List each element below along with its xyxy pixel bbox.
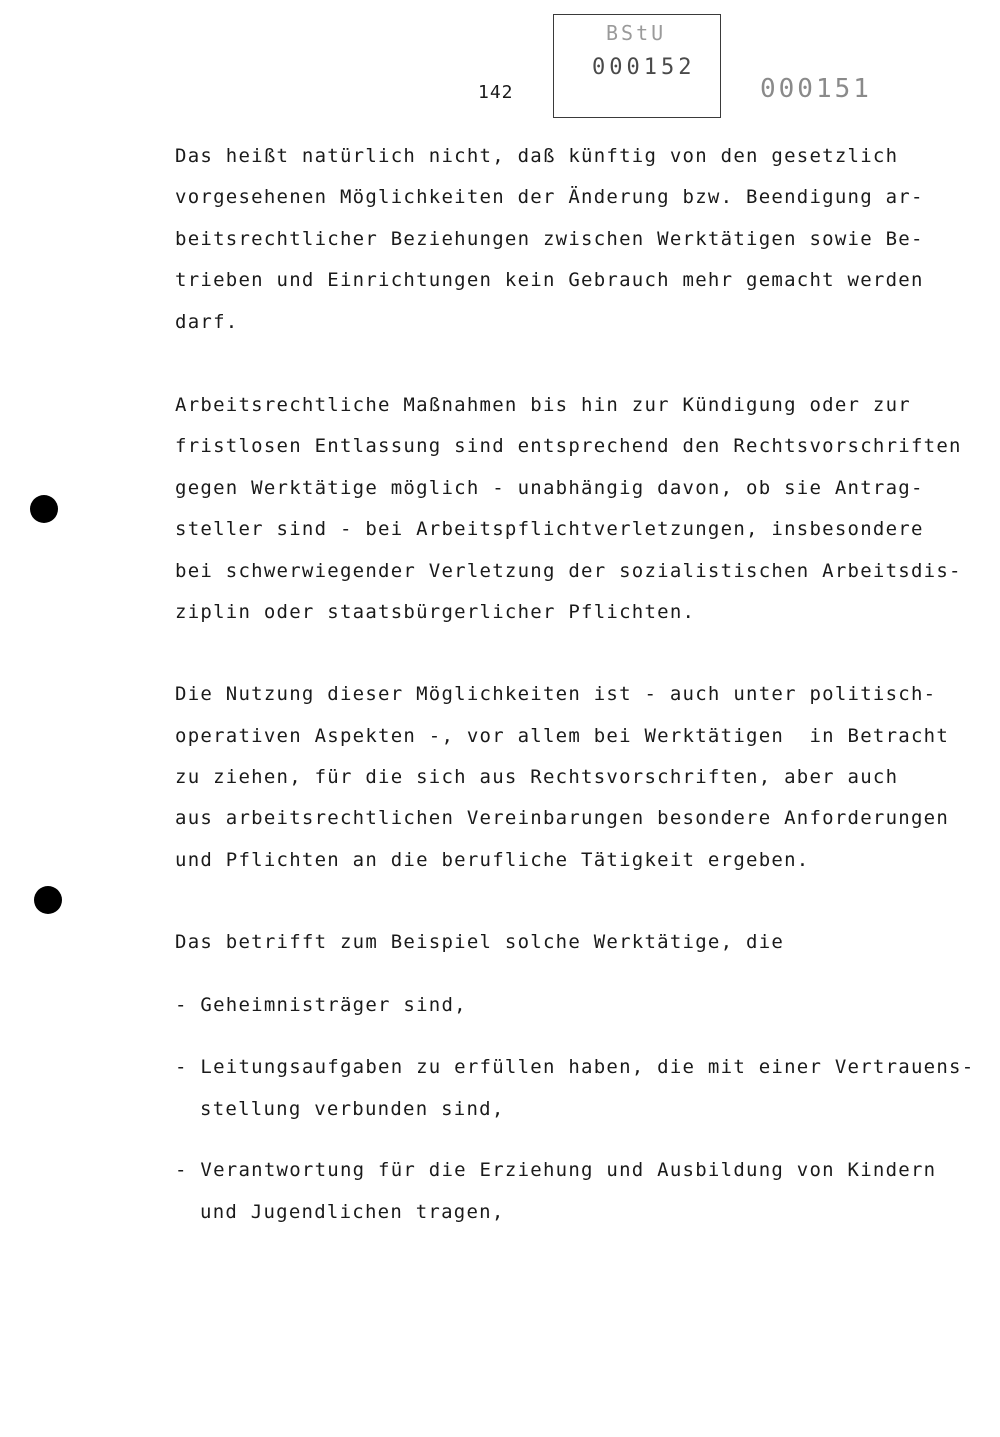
text-line: fristlosen Entlassung sind entsprechend den Rechtsvorschriften — [175, 435, 962, 457]
punch-hole — [34, 886, 62, 914]
text-line: trieben und Einrichtungen kein Gebrauch mehr gemacht werden — [175, 269, 924, 291]
text-line: gegen Werktätige möglich - unabhängig davon, ob sie Antrag- — [175, 477, 924, 499]
text-line: Die Nutzung dieser Möglichkeiten ist - auch unter politisch- — [175, 683, 937, 705]
text-line: darf. — [175, 311, 239, 333]
text-line: - Geheimnisträger sind, — [175, 994, 467, 1016]
text-line: ziplin oder staatsbürgerlicher Pflichten. — [175, 601, 696, 623]
text-line: Arbeitsrechtliche Maßnahmen bis hin zur Kündigung oder zur — [175, 394, 911, 416]
text-line: beitsrechtlicher Beziehungen zwischen Werktätigen sowie Be- — [175, 228, 924, 250]
text-line: - Leitungsaufgaben zu erfüllen haben, die mit einer Vertrauens- — [175, 1056, 975, 1078]
text-line: bei schwerwiegender Verletzung der sozialistischen Arbeitsdis- — [175, 560, 962, 582]
text-line: zu ziehen, für die sich aus Rechtsvorschriften, aber auch — [175, 766, 899, 788]
text-line: Das heißt natürlich nicht, daß künftig von den gesetzlich — [175, 145, 899, 167]
text-line: und Jugendlichen tragen, — [200, 1201, 505, 1223]
text-line: aus arbeitsrechtlichen Vereinbarungen besondere Anforderungen — [175, 807, 950, 829]
archive-number: 000151 — [760, 74, 872, 104]
text-line: steller sind - bei Arbeitspflichtverletzungen, insbesondere — [175, 518, 924, 540]
archive-stamp — [553, 14, 721, 118]
text-line: und Pflichten an die berufliche Tätigkeit ergeben. — [175, 849, 810, 871]
punch-hole — [30, 495, 58, 523]
stamp-sheet-number: 000152 — [592, 55, 696, 80]
paragraph-4: Das betrifft zum Beispiel solche Werktätige, die — [175, 931, 785, 953]
stamp-agency-label: BStU — [606, 21, 667, 45]
text-line: stellung verbunden sind, — [200, 1098, 505, 1120]
text-line: operativen Aspekten -, vor allem bei Werktätigen in Betracht — [175, 725, 950, 747]
page-number: 142 — [478, 82, 514, 103]
text-line: - Verantwortung für die Erziehung und Ausbildung von Kindern — [175, 1159, 937, 1181]
text-line: vorgesehenen Möglichkeiten der Änderung bzw. Beendigung ar- — [175, 186, 924, 208]
